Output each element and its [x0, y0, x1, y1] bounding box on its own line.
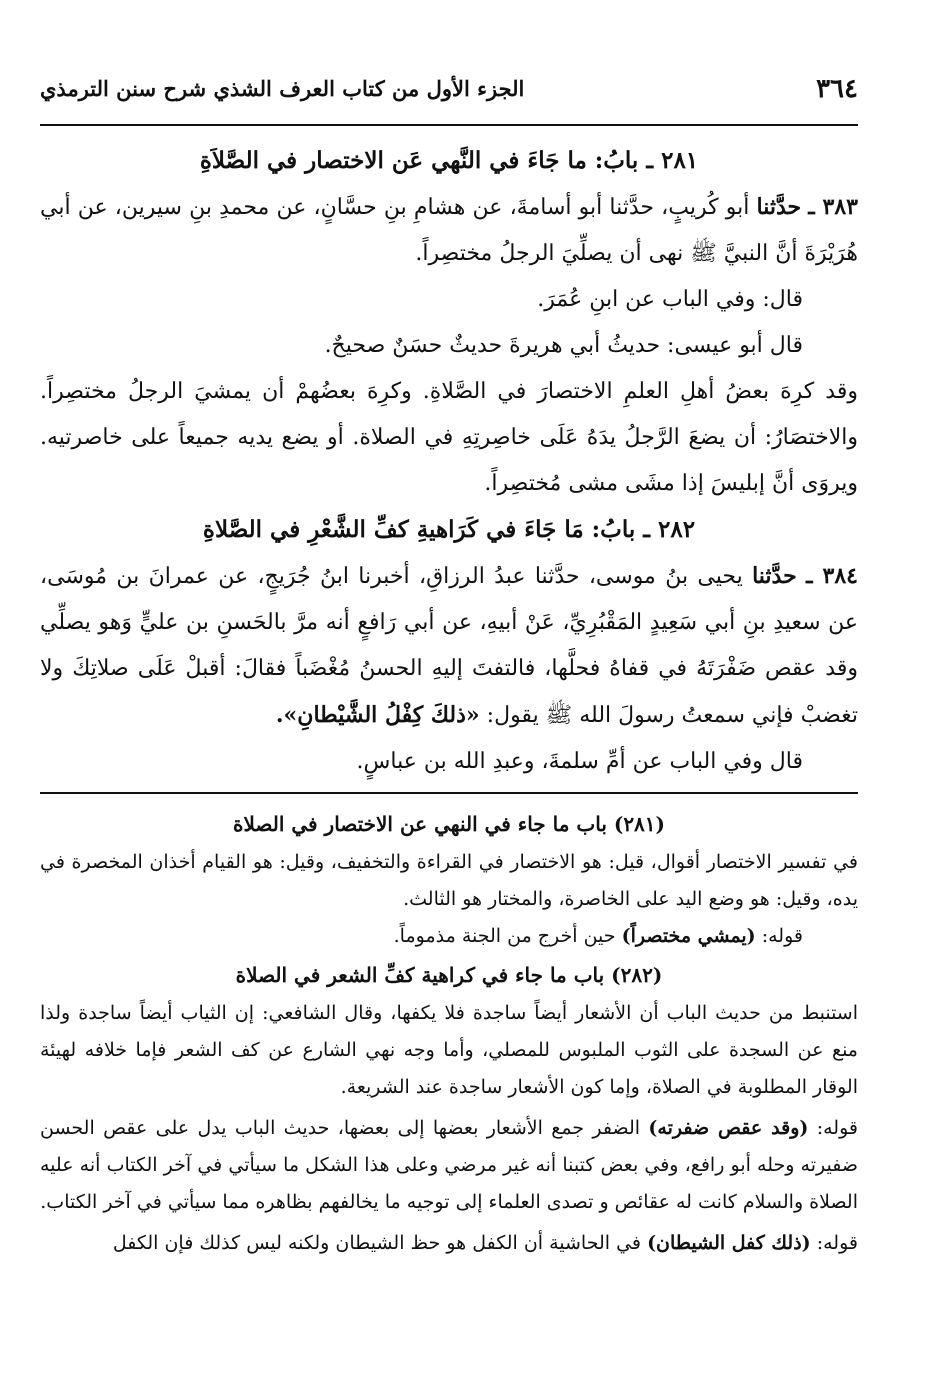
chapter-heading-282: ٢٨٢ ـ بابُ: مَا جَاءَ في كَرَاهيةِ كفِّ الشَّعْرِ في الصَّلاةِ — [202, 516, 696, 543]
running-header — [40, 68, 858, 116]
note-lead: قوله: — [816, 1117, 858, 1139]
note-paragraph: استنبط من حديث الباب أن الأشعار أيضاً ساجدة فلا يكفها، وقال الشافعي: إن الثياب أيضاً ساجدة ولذا منع عن السجدة على الثوب الملبوس للمصلي، وأما وجه نهي الشارع عن كف الشعر فإما خلافه لهيئة الوقار المطلوبة في الصلاة، وإما كون الأشعار ساجدة عند الشريعة. — [40, 1002, 858, 1098]
note-paragraph — [40, 1110, 858, 1221]
note-text: الضفر جمع الأشعار بعضها إلى بعضها، حديث الباب يدل على عقص الحسن ضفيرته وحله أبو رافع، وفي بعض كتبنا أنه غير مرضي وعلى هذا الشكل ما سيأتي في آخر الكتاب أنه عليه الصلاة والسلام كانت له عقائص و تصدى العلماء إلى توجيه ما يخالفهم بظاهره مما سيأتي في آخر الكتاب. — [40, 1117, 858, 1213]
main-text — [40, 138, 858, 785]
chapter-heading-281: ٢٨١ ـ بابُ: ما جَاءَ في النَّهي عَن الاختصار في الصَّلاَةِ — [199, 147, 699, 174]
header-rule — [40, 124, 858, 126]
hadith-text: أبو كُريبٍ، حدَّثنا أبو أسامةَ، عن هشامِ بنِ حسَّانٍ، عن محمدِ بنِ سيرين، عن أبي هُرَيْرَةَ أنَّ النبيَّ ﷺ نهى أن يصلِّيَ الرجلُ مختصِراً. — [40, 195, 858, 266]
note-paragraph: في تفسير الاختصار أقوال، قيل: هو الاختصار في القراءة والتخفيف، وقيل: هو القيام أخذان المخصرة في يده، وقيل: هو وضع اليد على الخاصرة، والمختار هو الثالث. — [40, 851, 858, 910]
abu-isa-grading: قال أبو عيسى: حديثُ أبي هريرةَ حديثٌ حسَنٌ صحيحٌ. — [324, 333, 803, 358]
note-quote: (يمشي مختصراً) — [621, 925, 756, 947]
bab-reference: قال وفي الباب عن أمِّ سلمةَ، وعبدِ الله بن عباسٍ. — [356, 749, 803, 774]
hadith-text: يحيى بنُ موسى، حدَّثنا عبدُ الرزاقِ، أخبرنا ابنُ جُرَيجٍ، عن عمرانَ بن مُوسَى، عن سعيدِ بنِ أبي سَعِيدٍ المَقْبُرِيِّ، عَنْ أبيهِ، عن أبي رَافعٍ أنه مرَّ بالحَسنِ بن عليٍّ وَهو يصلِّي وقد عقص ضَفْرَتَهُ في قفاهُ فحلَّها، فالتفتَ إليهِ الحسنُ مُغْضَباً فقالَ: أقبلْ عَلَى صلاتِكَ ولا تغضبْ فإني سمعتُ رسولَ الله ﷺ يقول: — [40, 564, 858, 728]
footnote-rule — [40, 792, 858, 794]
note-quote: (ذلك كفل الشيطان) — [647, 1232, 811, 1254]
note-lead: قوله: — [816, 1232, 858, 1254]
haddathana-word: حدَّثنا — [752, 563, 797, 589]
footnotes — [40, 804, 858, 1262]
note-text: في الحاشية أن الكفل هو حظ الشيطان ولكنه ليس كذلك فإن الكفل — [112, 1232, 642, 1254]
hadith-number: ٣٨٤ ـ — [806, 563, 858, 589]
prophetic-quote: «ذلكَ كِفْلُ الشَّيْطانِ». — [275, 702, 480, 728]
note-paragraph — [40, 1225, 858, 1262]
haddathana-word: حدَّثنا — [756, 194, 802, 220]
hadith-384 — [40, 553, 858, 739]
hadith-383 — [40, 184, 858, 277]
hadith-number: ٣٨٣ ـ — [808, 194, 858, 220]
note-quote: (وقد عقص ضفرته) — [648, 1117, 809, 1139]
note-lead: قوله: — [761, 925, 803, 947]
note-heading-281: (٢٨١) باب ما جاء في النهي عن الاختصار في الصلاة — [232, 812, 666, 836]
hadith-commentary: وقد كرِهَ بعضُ أهلِ العلمِ الاختصارَ في الصَّلاةِ. وكرِهَ بعضُهمْ أن يمشيَ الرجلُ مختصِراً. والاختصَارُ: أن يضعَ الرَّجلُ يدَهُ عَلَى خاصِرتِهِ في الصلاة. أو يضع يديه جميعاً على خاصرتيه. ويروَى أنَّ إبليسَ إذا مشَى مشى مُختصِراً. — [40, 379, 858, 496]
bab-reference: قال: وفي الباب عن ابنِ عُمَرَ. — [537, 287, 803, 312]
note-heading-282: (٢٨٢) باب ما جاء في كراهية كفِّ الشعر في الصلاة — [235, 963, 663, 987]
book-title: الجزء الأول من كتاب العرف الشذي شرح سنن الترمذي — [40, 76, 525, 101]
note-text: حين أخرج من الجنة مذموماً. — [393, 925, 616, 947]
page-number: ٣٦٤ — [816, 74, 858, 104]
note-paragraph — [40, 918, 858, 955]
